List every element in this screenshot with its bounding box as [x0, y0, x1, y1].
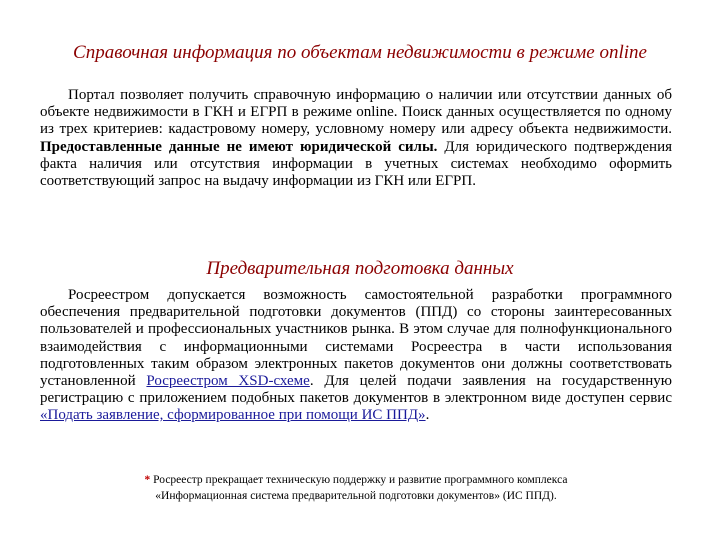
preparation-paragraph [40, 287, 672, 425]
footnote-star: * [144, 474, 151, 486]
preparation-text-c: . [425, 407, 430, 424]
online-info-paragraph [40, 87, 672, 190]
online-info-text-b: Для юридического подтверждения факта наличия или отсутствия информации в учетных системах необходимо оформить соответствующий запрос на выдачу информации из ГКН или ЕГРП. [40, 138, 672, 190]
footnote-line2: «Информационная система предварительной подготовки документов» (ИС ППД). [155, 490, 557, 502]
preparation-text-a: Росреестром допускается возможность самостоятельной разработки программного обеспечения предварительной подготовки документов (ППД) со стороны заинтересованных пользователей и профессиональных участников рынка. В этом случае для полнофункционального взаимодействия с информационными системами Росреестра в части использования подготовленных таким образом электронных пакетов документов они должны соответствовать установленной [40, 287, 672, 390]
online-info-text-a: Портал позволяет получить справочную информацию о наличии или отсутствии данных об объекте недвижимости в ГКН и ЕГРП в режиме online. Поиск данных осуществляется по одному из трех критериев: кадастровому номеру, условному номеру или адресу объекта недвижимости. [40, 87, 672, 138]
footnote [40, 472, 672, 504]
section-title-online-info: Справочная информация по объектам недвижимости в режиме online [73, 42, 647, 63]
submit-application-link[interactable]: «Подать заявление, сформированное при помощи ИС ППД» [40, 407, 426, 424]
preparation-text-b: . Для целей подачи заявления на государственную регистрацию с приложением подобных пакетов документов в электронном виде доступен сервис [40, 373, 672, 407]
footnote-line1: Росреестр прекращает техническую поддержку и развитие программного комплекса [150, 474, 568, 486]
section-title-preparation: Предварительная подготовка данных [206, 258, 514, 279]
xsd-schema-link[interactable]: Росреестром XSD-схеме [146, 373, 310, 390]
online-info-warning: Предоставленные данные не имеют юридической силы. [40, 138, 438, 155]
